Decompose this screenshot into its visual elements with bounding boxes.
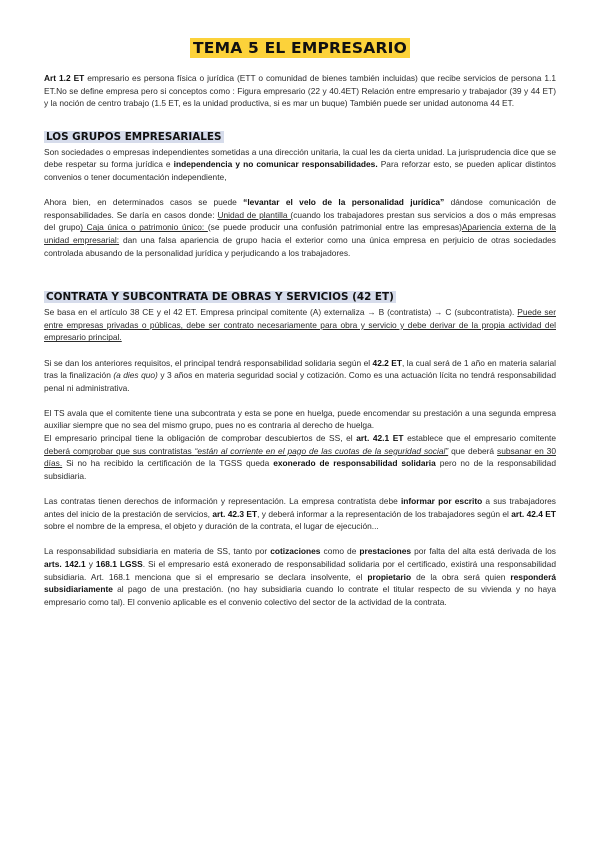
heading-grupos: LOS GRUPOS EMPRESARIALES [46,130,222,143]
bold-span: informar por escrito [400,496,483,507]
text-span: (se puede producir una confusión patrimonial entre las empresas) [207,222,462,233]
bold-span: propietario [367,571,412,582]
underline-span: Apariencia externa de la unidad empresarial: [44,222,556,245]
contrata-paragraph-1 [44,306,556,344]
text-span: y 3 años en materia seguridad social y cotización. Como es una actuación lícita no tendrá responsabilidad penal ni administrativa. [44,370,556,393]
contrata-paragraph-2 [44,357,556,395]
underline-span: subsanar en 30 días. [44,445,556,469]
bold-span: exonerado de responsabilidad solidaria [273,458,436,469]
bold-span: 168.1 LGSS [95,559,143,569]
text-span: La responsabilidad subsidiaria en materia de SS, tanto por [44,546,271,557]
text-span: sobre el nombre de la empresa, el objeto y duración de la contrata, el lugar de ejecución... [44,521,379,532]
text-span: Se basa en el artículo 38 CE y el 42 ET. Empresa principal comitente (A) externaliza → B (contratista) → C (subcontratista). [44,307,518,318]
bold-span: responderá subsidiariamente [44,571,556,595]
text-span: a sus trabajadores antes del inicio de la prestación de servicios, [44,496,556,519]
grupos-paragraph-1 [44,146,556,184]
underline-span: ) Caja única o patrimonio único: [80,222,208,233]
text-span: cuando los trabajadores prestan sus servicios a dos o más empresas del grupo [44,209,556,233]
text-span: y [85,559,96,569]
bold-span: arts. 142.1 [44,559,86,569]
text-span: Si no ha recibido la certificación de la TGSS queda [62,458,274,469]
title-wrap [44,38,556,58]
underline-span: Puede ser entre empresas privadas o públicas, debe ser contrato necesariamente para obra y servicio y debe derivar de la propia actividad del empresario principal. [44,307,556,343]
grupos-paragraph-2 [44,196,556,259]
bold-span: prestaciones [359,546,412,557]
text-span: por falta del alta está derivada de los [411,546,556,557]
bold-span: art. 42.1 ET [356,433,404,444]
italic-span: (a dies quo) [113,370,158,381]
intro-article-ref: Art 1.2 ET [44,73,85,83]
contrata-paragraph-5 [44,495,556,533]
underline-span: Unidad de plantilla ( [217,209,294,220]
bold-span: cotizaciones [270,546,321,557]
bold-span: art. 42.4 ET [511,508,556,519]
bold-span: 42.2 ET [372,357,402,368]
text-span: Las contratas tienen derechos de información y representación. La empresa contratista debe [44,496,401,507]
text-span: al pago de una prestación. (no hay subsidiaria cuando lo contrate el titular respecto de su vivienda y no haya empresario como tal). El convenio aplicable es el convenio colectivo del sector de la actividad de la contrata. [44,584,556,607]
contrata-paragraph-6 [44,545,556,608]
text-span: pero no de la responsabilidad subsidiaria. [44,458,556,481]
text-span: que deberá [448,445,498,456]
text-span: Para reforzar esto, se pueden aplicar distintos convenios o tener documentación independiente, [44,159,556,182]
contrata-paragraph-3: El TS avala que el comitente tiene una subcontrata y esta se pone en huelga, puede encomendar su prestación a una segunda empresa auxiliar siempre que no sea del mismo grupo, pues no es contraria al derecho de huelga. [44,407,556,431]
text-span: , y deberá informar a la representación de los trabajadores según el [257,508,512,519]
text-span: como de [320,546,360,557]
text-span: establece que el empresario comitente [403,433,556,444]
text-span: El empresario principal tiene la obligación de comprobar descubiertos de SS, el [44,433,357,444]
heading-contrata: CONTRATA Y SUBCONTRATA DE OBRAS Y SERVICIOS (42 ET) [46,291,394,304]
text-span: Son sociedades o empresas independientes sometidas a una dirección unitaria, la cual les da cierta unidad. La jurisprudencia dice que se debe respetar su forma jurídica e [44,146,556,170]
text-span: Si se dan los anteriores requisitos, el principal tendrá responsabilidad solidaria según el [44,357,373,368]
underline-italic-span: “están al corriente en el pago de las cuotas de la seguridad social” [194,445,449,456]
text-span: de la obra será quien [411,571,511,582]
text-span: Ahora bien, en determinados casos se puede [44,197,244,208]
intro-text: empresario es persona física o jurídica (ETT o comunidad de bienes también incluidas) que recibe servicios de persona 1.1 ET.No se define empresa pero si conceptos como : Figura empresario (22 y 40.4ET) Relación entre empresario y trabajador (39 y 44 ET) y la noción de centro trabajo (1.5 ET, es la unidad productiva, si es mar un buque) También puede ser unidad autonoma 44 ET. [44,73,556,109]
page-title: TEMA 5 EL EMPRESARIO [190,38,410,58]
text-span: . Si el empresario está exonerado de responsabilidad solidaria por el certificado, existirá una responsabilidad subsidiaria. Art. 168.1 menciona que si el empresario se declara insolvente, el [44,559,556,582]
text-span: dan una falsa apariencia de grupo hacia el exterior como una única empresa en perjuicio de otras sociedades controlada abusando de la personalidad jurídica y perjudicando a los trabajadores. [44,234,556,258]
text-span: , la cual será de 1 año en materia salarial tras la finalización [44,357,556,381]
bold-span: independencia y no comunicar responsabilidades. [173,159,378,170]
bold-span: art. 42.3 ET [212,508,258,519]
intro-paragraph [44,72,556,110]
text-span: dándose comunicación de responsabilidades. Se daría en casos donde: [44,197,557,220]
contrata-paragraph-4 [44,432,556,482]
bold-span: “levantar el velo de la personalidad jurídica” [243,197,445,208]
underline-span: deberá comprobar que sus contratistas [44,445,195,456]
